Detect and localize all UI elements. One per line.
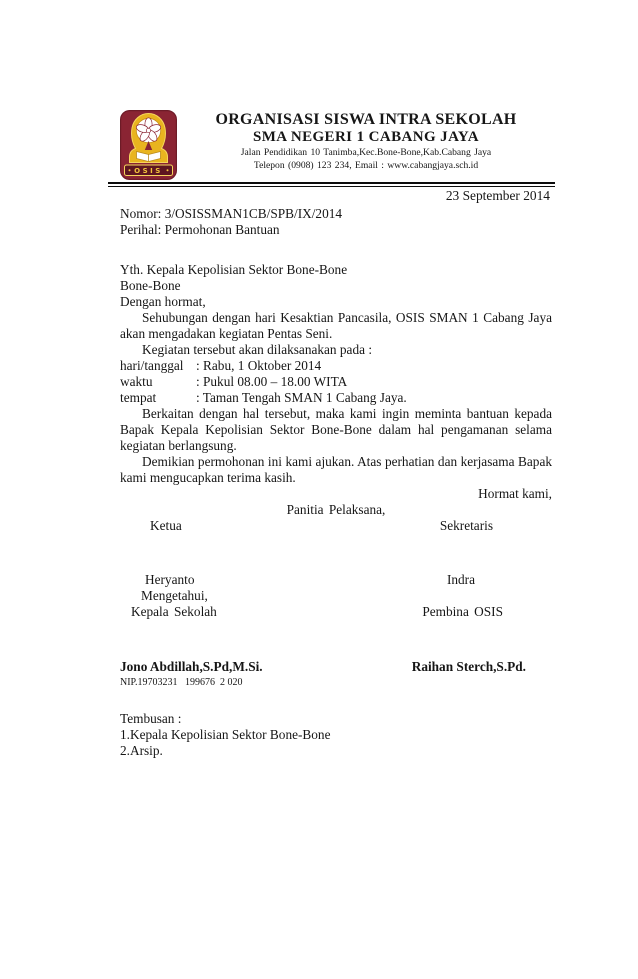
osis-logo (120, 110, 177, 180)
salutation: Dengan hormat, (120, 294, 206, 309)
detail-row-place (120, 390, 552, 406)
nomor-line: Nomor: 3/OSISSMAN1CB/SPB/IX/2014 (120, 206, 343, 221)
cc-title: Tembusan : (120, 711, 182, 726)
recipient-line1: Yth. Kepala Kepolisian Sektor Bone-Bone (120, 262, 348, 277)
nip-line: NIP.19703231 199676 2 020 (120, 677, 243, 688)
signer-name-sekretaris: Indra (446, 572, 475, 587)
role-pembina-osis: Pembina OSIS (422, 604, 503, 619)
paragraph-event-intro: Kegiatan tersebut akan dilaksanakan pada : (142, 342, 373, 357)
paragraph-opening: Sehubungan dengan hari Kesaktian Pancasila, OSIS SMAN 1 Cabang Jaya akan mengadakan kegiatan Pentas Seni. (120, 310, 552, 341)
detail-label: hari/tanggal (120, 358, 184, 373)
signer-name-kepala-sekolah: Jono Abdillah,S.Pd,M.Si. (120, 659, 263, 674)
recipient-block (120, 262, 552, 294)
role-kepala-sekolah: Kepala Sekolah (131, 604, 217, 619)
school-name: SMA NEGERI 1 CABANG JAYA (252, 129, 480, 145)
signature-roles2-row (120, 604, 552, 620)
cc-item-2: 2.Arsip. (120, 742, 163, 758)
detail-row-time (120, 374, 552, 390)
org-name: ORGANISASI SISWA INTRA SEKOLAH (215, 111, 517, 128)
letterhead (186, 110, 546, 171)
osis-logo-text: OSIS (134, 167, 163, 175)
acknowledgement-line: Mengetahui, (141, 588, 208, 603)
detail-value: : Rabu, 1 Oktober 2014 (196, 358, 322, 373)
detail-value: : Taman Tengah SMAN 1 Cabang Jaya. (196, 390, 407, 405)
contact-line: Telepon (0908) 123 234, Email : www.cabangjaya.sch.id (253, 159, 479, 171)
perihal-line: Perihal: Permohonan Bantuan (120, 222, 280, 237)
letter-date: 23 September 2014 (445, 188, 550, 203)
cc-item-1: 1.Kepala Kepolisian Sektor Bone-Bone (120, 726, 331, 742)
address-line: Jalan Pendidikan 10 Tanimba,Kec.Bone-Bone,Kab.Cabang Jaya (240, 147, 492, 158)
letter-body (120, 206, 552, 758)
recipient-line2: Bone-Bone (120, 278, 181, 293)
committee-heading: Panitia Pelaksana, (286, 502, 386, 517)
signer-name-pembina-osis: Raihan Sterch,S.Pd. (411, 659, 526, 674)
paragraph-request: Berkaitan dengan hal tersebut, maka kami ingin meminta bantuan kepada Bapak Kepala Kepolisian Sektor Bone-Bone dalam hal pengamanan selama kegiatan berlangsung. (120, 406, 552, 453)
signature-roles-row (120, 518, 552, 534)
role-ketua: Ketua (150, 518, 182, 533)
detail-label: tempat (120, 390, 157, 405)
letterhead-rule (108, 182, 555, 187)
role-sekretaris: Sekretaris (439, 518, 493, 533)
cc-block (120, 711, 552, 758)
osis-logo-icon (120, 110, 177, 180)
signature-names-row (120, 572, 552, 588)
signer-name-ketua: Heryanto (145, 572, 195, 587)
detail-label: waktu (120, 374, 153, 389)
signature-names2-row (120, 659, 552, 675)
closing-phrase: Hormat kami, (478, 486, 552, 501)
detail-value: : Pukul 08.00 – 18.00 WITA (196, 374, 348, 389)
detail-row-day (120, 358, 552, 374)
paragraph-closing: Demikian permohonan ini kami ajukan. Atas perhatian dan kerjasama Bapak kami mengucapkan terima kasih. (120, 454, 552, 485)
